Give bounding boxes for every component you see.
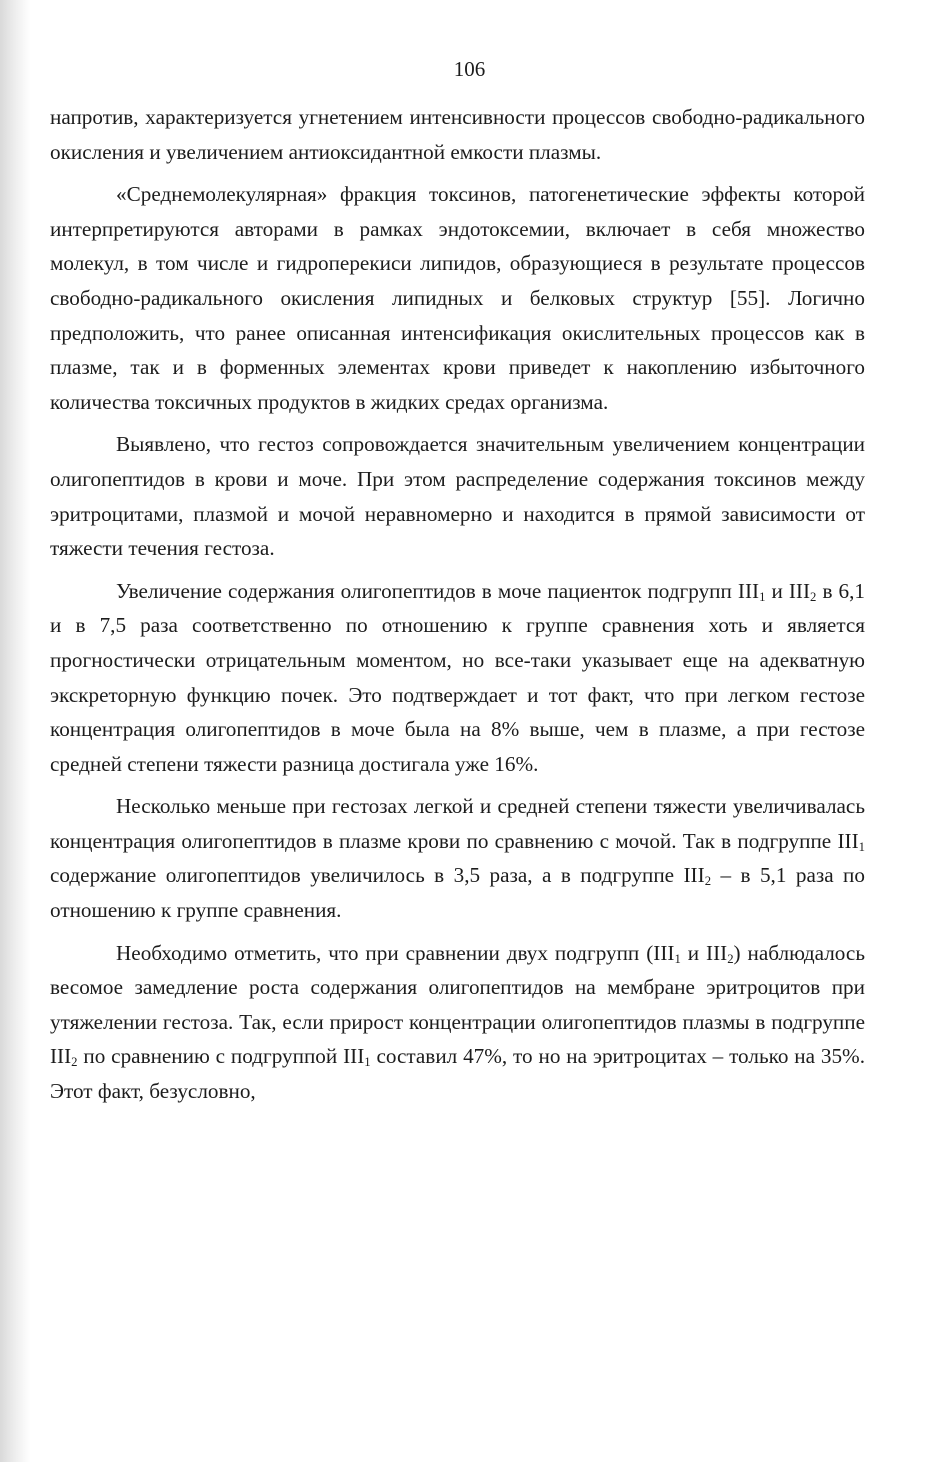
page-body	[50, 100, 865, 1109]
page-shadow-edge	[0, 0, 30, 1462]
page-number: 106	[453, 57, 486, 81]
paragraph: Несколько меньше при гестозах легкой и средней степени тяжести увеличивалась концентрация олигопептидов в плазме крови по сравнению с мочой. Так в подгруппе $III_1$ содержание олигопептидов увеличилось в 3,5 раза, а в подгруппе $III_2$ – в 5,1 раза по отношению к группе сравнения.	[50, 794, 865, 923]
paragraph: Выявлено, что гестоз сопровождается значительным увеличением концентрации олигопептидов в крови и моче. При этом распределение содержания токсинов между эритроцитами, плазмой и мочой неравномерно и находится в прямой зависимости от тяжести течения гестоза.	[50, 432, 865, 561]
paragraph: напротив, характеризуется угнетением интенсивности процессов свободно-радикального окисления и увеличением антиоксидантной емкости плазмы.	[50, 105, 865, 164]
paragraph: «Среднемолекулярная» фракция токсинов, патогенетические эффекты которой интерпретируются авторами в рамках эндотоксемии, включает в себя множество молекул, в том числе и гидроперекиси липидов, образующиеся в результате процессов свободно-радикального окисления липидных и белковых структур [55]. Логично предположить, что ранее описанная интенсификация окислительных процессов как в плазме, так и в форменных элементах крови приведет к накоплению избыточного количества токсичных продуктов в жидких средах организма.	[50, 182, 865, 414]
paragraph: Необходимо отметить, что при сравнении двух подгрупп ($III_1$ и $III_2$) наблюдалось весомое замедление роста содержания олигопептидов на мембране эритроцитов при утяжелении гестоза. Так, если прирост концентрации олигопептидов плазмы в подгруппе $III_2$ по сравнению с подгруппой $III_1$ составил 47%, то но на эритроцитах – только на 35%. Этот факт, безусловно,	[50, 940, 865, 1104]
paragraph: Увеличение содержания олигопептидов в моче пациенток подгрупп $III_1$ и $III_2$ в 6,1 и в 7,5 раза соответственно по отношению к группе сравнения хоть и является прогностически отрицательным моментом, но все-таки указывает еще на адекватную экскреторную функцию почек. Это подтверждает и тот факт, что при легком гестозе концентрация олигопептидов в моче была на 8% выше, чем в плазме, а при гестозе средней степени тяжести разница достигала уже 16%.	[50, 578, 865, 776]
